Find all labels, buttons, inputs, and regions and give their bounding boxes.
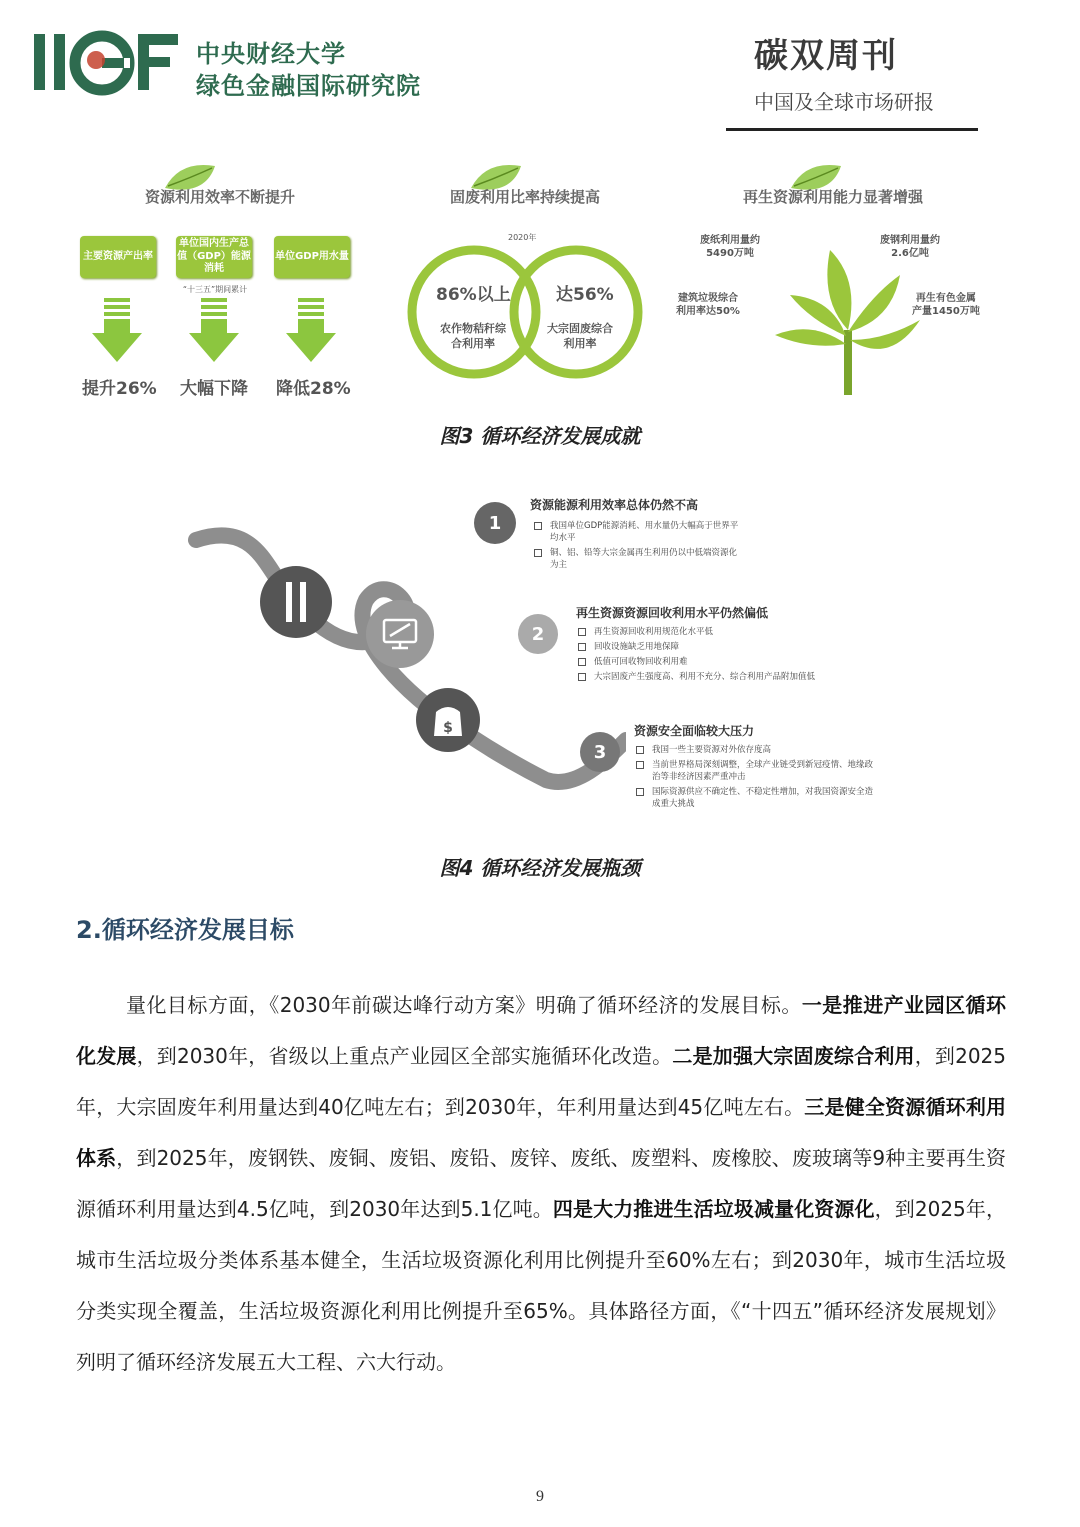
panel3-item-1: 废纸利用量约 5490万吨: [700, 235, 760, 259]
problem-1-title: 资源能源利用效率总体仍然不高: [530, 498, 699, 512]
panel1-result-1: 提升26%: [82, 379, 157, 399]
panel3-item-2: 废钢利用量约 2.6亿吨: [880, 235, 940, 259]
list-item: 回收设施缺乏用地保障: [576, 641, 816, 653]
header-rule: [726, 128, 978, 131]
figure-3: [0, 150, 1080, 410]
panel2-right-value: 达56%: [556, 285, 614, 305]
org-name-line2: 绿色金融国际研究院: [196, 72, 421, 100]
page-number: 9: [536, 1488, 544, 1505]
org-name-line1: 中央财经大学: [196, 40, 346, 68]
panel3-item-3: 建筑垃圾综合 利用率达50%: [676, 293, 740, 317]
down-arrows: [88, 298, 378, 366]
list-item: 我国单位GDP能源消耗、用水量仍大幅高于世界平均水平: [532, 520, 742, 544]
list-item: 大宗固废产生强度高、利用不充分、综合利用产品附加值低: [576, 671, 816, 683]
panel1-box-3: 单位GDP用水量: [274, 236, 350, 278]
problem-1-list: [532, 520, 742, 574]
publication-title: 碳双周刊: [754, 36, 898, 76]
infinity-circles: [400, 242, 650, 382]
panel2-year: 2020年: [508, 233, 537, 242]
list-item: 国际资源供应不确定性、不稳定性增加，对我国资源安全造成重大挑战: [634, 786, 874, 810]
problem-2-title: 再生资源资源回收利用水平仍然偏低: [576, 606, 769, 620]
body-paragraph: 量化目标方面，《2030年前碳达峰行动方案》明确了循环经济的发展目标。一是推进产业园区循环化发展，到2030年，省级以上重点产业园区全部实施循环化改造。二是加强大宗固废综合利用，到2025年，大宗固废年利用量达到40亿吨左右；到2030年，年利用量达到45亿吨左右。三是健全资源循环利用体系，到2025年，废钢铁、废铜、废铝、废铅、废锌、废纸、废塑料、废橡胶、废玻璃等9种主要再生资源循环利用量达到4.5亿吨，到2030年达到5.1亿吨。四是大力推进生活垃圾减量化资源化，到2025年，城市生活垃圾分类体系基本健全，生活垃圾资源化利用比例提升至60%左右；到2030年，城市生活垃圾分类实现全覆盖，生活垃圾资源化利用比例提升至65%。具体路径方面，《“十四五”循环经济发展规划》列明了循环经济发展五大工程、六大行动。: [76, 993, 1007, 1374]
problem-3-title: 资源安全面临较大压力: [634, 724, 755, 738]
dollar-icon: $: [443, 720, 453, 736]
panel3-title: 再生资源利用能力显著增强: [742, 188, 923, 206]
problem-2-list: [576, 626, 816, 686]
panel3-item-4: 再生有色金属 产量1450万吨: [912, 293, 980, 317]
list-item: 再生资源回收利用规范化水平低: [576, 626, 816, 638]
list-item: 铜、铝、铅等大宗金属再生利用仍以中低端资源化为主: [532, 547, 742, 571]
tree-illustration: [760, 240, 940, 400]
figure-4: [0, 470, 1080, 830]
problem-3-badge: 3: [580, 732, 620, 772]
panel1-title: 资源利用效率不断提升: [144, 188, 295, 206]
list-item: 我国一些主要资源对外依存度高: [634, 744, 874, 756]
list-item: 低值可回收物回收利用难: [576, 656, 816, 668]
logo-text: IIGF: [30, 30, 32, 31]
section-heading: 2.循环经济发展目标: [76, 916, 294, 944]
iigf-logo: [30, 30, 190, 96]
panel2-left-value: 86%以上: [436, 285, 511, 305]
problem-2-badge: 2: [518, 614, 558, 654]
figure3-caption: 图3 循环经济发展成就: [439, 424, 641, 448]
publication-subtitle: 中国及全球市场研报: [754, 90, 934, 114]
figure4-caption: 图4 循环经济发展瓶颈: [439, 856, 641, 880]
panel1-box-1: 主要资源产出率: [80, 236, 156, 278]
problem-3-list: [634, 744, 874, 813]
panel2-left-label: 农作物秸秆综 合利用率: [440, 322, 506, 350]
panel1-result-2: 大幅下降: [180, 379, 248, 399]
panel1-result-3: 降低28%: [276, 379, 351, 399]
problem-1-badge: 1: [474, 502, 516, 544]
panel1-note: “十三五”期间累计: [182, 285, 248, 294]
panel1-box-2: 单位国内生产总值（GDP）能源消耗: [176, 236, 252, 278]
panel2-title: 固废利用比率持续提高: [449, 188, 600, 206]
panel2-right-label: 大宗固废综合 利用率: [547, 322, 613, 350]
list-item: 当前世界格局深刻调整，全球产业链受到新冠疫情、地缘政治等非经济因素严重冲击: [634, 759, 874, 783]
